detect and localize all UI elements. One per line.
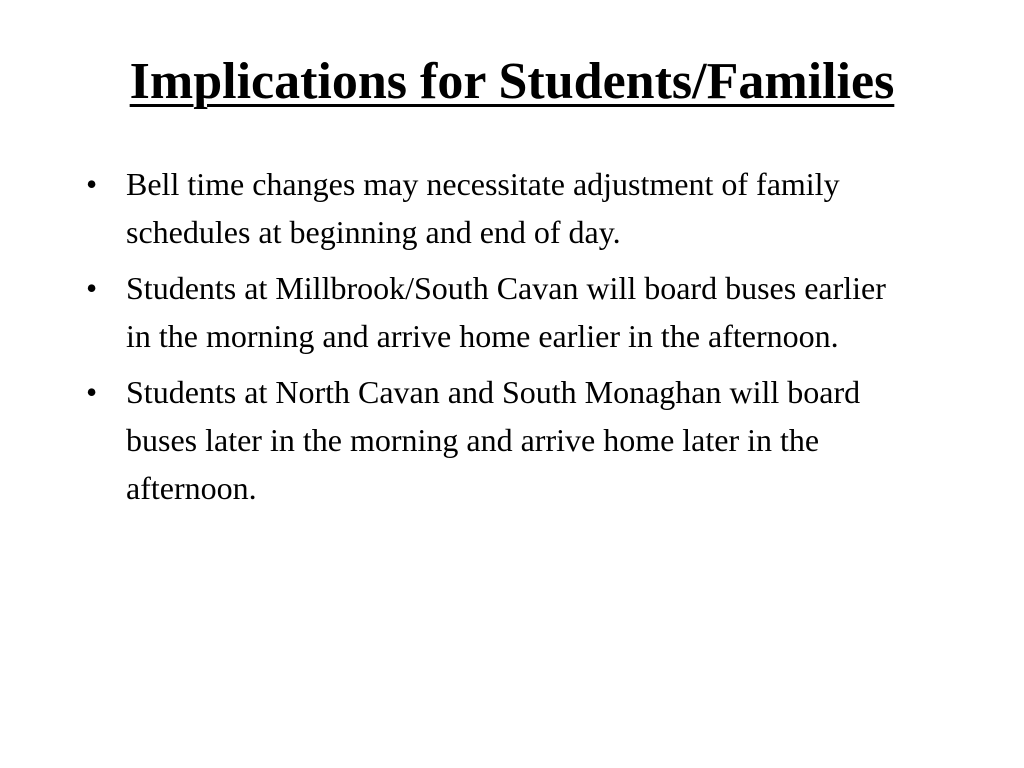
bullet-text: Students at Millbrook/South Cavan will board buses earlier in the morning and arrive home earlier in the afternoon. [126, 270, 886, 354]
slide-title: Implications for Students/Families [129, 53, 895, 110]
bullet-marker: • [86, 166, 98, 202]
bullet-text: Students at North Cavan and South Monaghan will board buses later in the morning and arrive home later in the afternoon. [126, 374, 861, 506]
bullet-item-millbrook-south-cavan [86, 264, 916, 360]
bullet-text: Bell time changes may necessitate adjustment of family schedules at beginning and end of day. [126, 166, 840, 250]
bullet-marker: • [86, 270, 98, 306]
bullet-item-bell-time [86, 160, 916, 256]
bullet-marker: • [86, 374, 98, 410]
bullet-item-north-cavan-south-monaghan [86, 368, 916, 512]
bullet-list [86, 160, 916, 520]
